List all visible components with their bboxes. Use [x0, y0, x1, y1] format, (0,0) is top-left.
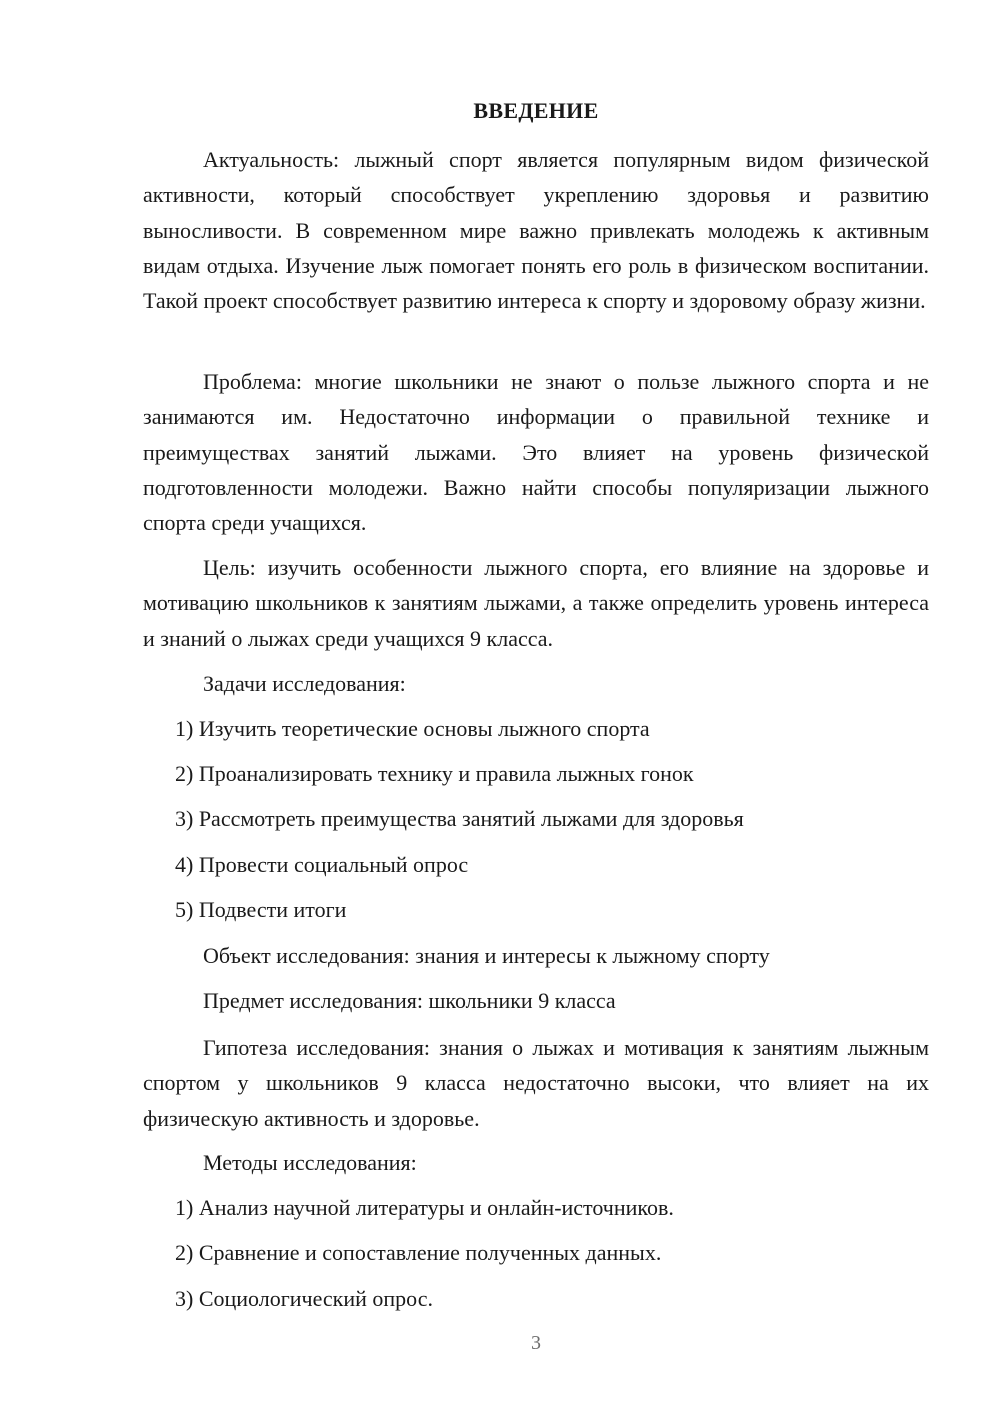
task-item: 5) Подвести итоги: [175, 897, 347, 922]
paragraph-problem: Проблема: многие школьники не знают о пользе лыжного спорта и не занимаются им. Недостаточно информации о правильной технике и преимуществах занятий лыжами. Это влияет на уровень физической подготовленности молодежи. Важно найти способы популяризации лыжного спорта среди учащихся.: [143, 369, 929, 536]
method-item: 3) Социологический опрос.: [175, 1286, 433, 1311]
paragraph-hypothesis: Гипотеза исследования: знания о лыжах и мотивация к занятиям лыжным спортом у школьников 9 класса недостаточно высоки, что влияет на их физическую активность и здоровье.: [143, 1035, 929, 1131]
method-item: 1) Анализ научной литературы и онлайн-источников.: [175, 1195, 674, 1220]
page-title: ВВЕДЕНИЕ: [473, 98, 599, 123]
paragraph-goal: Цель: изучить особенности лыжного спорта, его влияние на здоровье и мотивацию школьников к занятиям лыжами, а также определить уровень интереса и знаний о лыжах среди учащихся 9 класса.: [143, 555, 929, 651]
page-number: 3: [531, 1332, 541, 1354]
research-object: Объект исследования: знания и интересы к лыжному спорту: [203, 943, 770, 968]
task-item: 3) Рассмотреть преимущества занятий лыжами для здоровья: [175, 806, 744, 831]
task-item: 4) Провести социальный опрос: [175, 852, 469, 877]
task-item: 2) Проанализировать технику и правила лыжных гонок: [175, 761, 694, 786]
task-item: 1) Изучить теоретические основы лыжного спорта: [175, 716, 650, 741]
document-page: [143, 0, 929, 1414]
paragraph-relevance: Актуальность: лыжный спорт является популярным видом физической активности, который способствует укреплению здоровья и развитию выносливости. В современном мире важно привлекать молодежь к активным видам отдыха. Изучение лыж помогает понять его роль в физическом воспитании. Такой проект способствует развитию интереса к спорту и здоровому образу жизни.: [143, 147, 929, 314]
tasks-heading: Задачи исследования:: [203, 671, 406, 696]
methods-heading: Методы исследования:: [203, 1150, 417, 1175]
method-item: 2) Сравнение и сопоставление полученных данных.: [175, 1240, 662, 1265]
research-subject: Предмет исследования: школьники 9 класса: [203, 988, 616, 1013]
